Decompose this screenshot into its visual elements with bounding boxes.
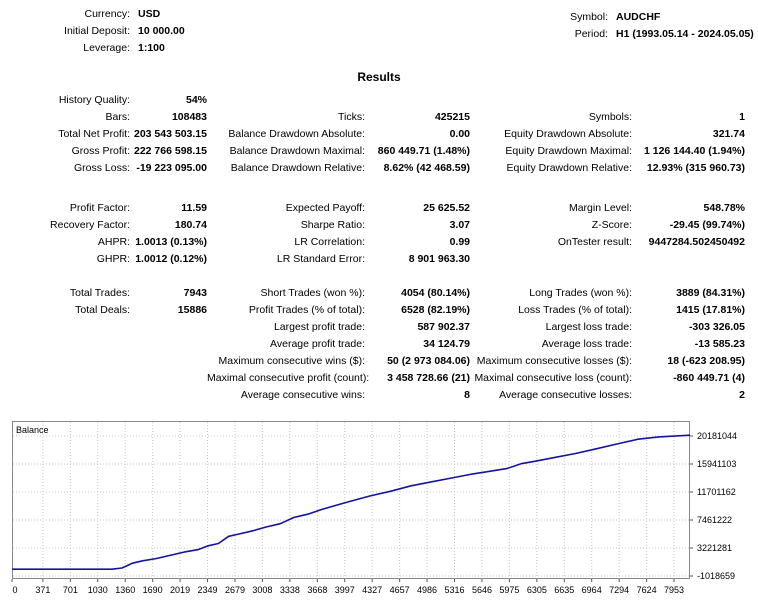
y-axis-label: 3221281 <box>697 543 733 554</box>
y-axis-label: 20181044 <box>697 430 738 441</box>
x-axis-label: 1690 <box>142 585 163 595</box>
stat-value: 4054 (80.14%) <box>401 287 470 299</box>
x-axis-label: 3338 <box>279 585 300 595</box>
balance-chart <box>12 421 758 597</box>
stat-value: 321.74 <box>712 128 745 140</box>
x-axis-label: 2019 <box>170 585 191 595</box>
x-axis-label: 4986 <box>417 585 438 595</box>
stat-value: 18 (-623 208.95) <box>667 355 745 367</box>
stat-value: 50 (2 973 084.06) <box>387 355 470 367</box>
stat-value: 12.93% (315 960.73) <box>646 162 745 174</box>
stat-label: Long Trades (won %): <box>529 287 632 299</box>
balance-chart-svg <box>12 421 758 597</box>
stat-value: 1 <box>739 111 745 123</box>
stat-label: LR Standard Error: <box>276 253 365 265</box>
stat-label: Average loss trade: <box>541 338 632 350</box>
x-axis-label: 4657 <box>389 585 410 595</box>
stat-value <box>365 92 470 109</box>
stat-value: 34 124.79 <box>423 338 470 350</box>
stat-value: 8 <box>464 389 470 401</box>
x-axis-label: 3997 <box>334 585 355 595</box>
stat-label: Maximal consecutive loss (count): <box>474 372 632 384</box>
x-axis-label: 4327 <box>362 585 383 595</box>
stat-label: Sharpe Ratio: <box>300 219 365 231</box>
stat-value: 1415 (17.81%) <box>676 304 745 316</box>
x-axis-label: 3008 <box>252 585 273 595</box>
stat-value: 9447284.502450492 <box>648 236 745 248</box>
stat-label: Z-Score: <box>591 219 632 231</box>
stats-spacer <box>0 177 745 200</box>
stat-value: 548.78% <box>703 202 745 214</box>
stat-label: Gross Loss: <box>73 162 130 174</box>
stat-value: 3889 (84.31%) <box>676 287 745 299</box>
stat-value: 25 625.52 <box>423 202 470 214</box>
x-axis-label: 5975 <box>499 585 520 595</box>
stat-label: Balance Drawdown Maximal: <box>229 145 365 157</box>
stat-value: -13 585.23 <box>694 338 745 350</box>
x-axis-label: 6635 <box>554 585 575 595</box>
stat-label <box>0 336 130 353</box>
stat-label: Equity Drawdown Maximal: <box>505 145 632 157</box>
stat-value: 11.59 <box>181 202 207 214</box>
x-axis-label: 5316 <box>444 585 465 595</box>
stat-label: Maximum consecutive wins ($): <box>218 355 365 367</box>
stat-label: Profit Factor: <box>69 202 130 214</box>
stat-label: Maximum consecutive losses ($): <box>476 355 632 367</box>
chart-plot-area <box>13 422 690 579</box>
stats-spacer <box>0 268 745 285</box>
chart-title: Balance <box>16 425 49 435</box>
stat-label: Balance Drawdown Relative: <box>230 162 365 174</box>
stat-value: 1 126 144.40 (1.94%) <box>644 145 745 157</box>
stat-value: 54% <box>185 94 207 106</box>
x-axis-label: 7294 <box>609 585 630 595</box>
x-axis-label: 2349 <box>197 585 218 595</box>
header-label: Initial Deposit: <box>64 25 130 37</box>
x-axis-label: 3668 <box>307 585 328 595</box>
stat-value: 860 449.71 (1.48%) <box>377 145 470 157</box>
stat-value <box>130 336 207 353</box>
stat-value: 15886 <box>177 304 207 316</box>
stat-label: Total Deals: <box>75 304 130 316</box>
stat-label: Largest profit trade: <box>273 321 365 333</box>
stat-label: Margin Level: <box>568 202 632 214</box>
report-header <box>0 0 758 66</box>
stat-label: Symbols: <box>588 111 632 123</box>
stat-value <box>130 353 207 370</box>
x-axis-label: 6964 <box>581 585 602 595</box>
stat-label: Equity Drawdown Relative: <box>506 162 632 174</box>
stat-value: -860 449.71 (4) <box>673 372 745 384</box>
x-axis-label: 701 <box>62 585 78 595</box>
x-axis-label: 0 <box>12 585 18 595</box>
header-row-right-1 <box>478 26 754 43</box>
stat-value: 108483 <box>171 111 207 123</box>
stat-label: History Quality: <box>58 94 130 106</box>
x-axis-label: 1360 <box>115 585 136 595</box>
stat-value: 8.62% (42 468.59) <box>383 162 470 174</box>
stat-label <box>470 92 632 109</box>
results-title: Results <box>357 70 401 84</box>
header-value: H1 (1993.05.14 - 2024.05.05) <box>616 28 754 40</box>
stat-value: 6528 (82.19%) <box>401 304 470 316</box>
stat-label: Average consecutive wins: <box>240 389 365 401</box>
stat-value: 180.74 <box>174 219 207 231</box>
header-label: Period: <box>574 28 608 40</box>
stat-label <box>0 370 130 387</box>
stat-value: 3.07 <box>449 219 470 231</box>
stat-label: Short Trades (won %): <box>260 287 365 299</box>
header-value: USD <box>138 8 161 20</box>
x-axis-label: 6305 <box>526 585 547 595</box>
stat-value <box>130 319 207 336</box>
stat-label: Profit Trades (% of total): <box>248 304 365 316</box>
stat-label: Ticks: <box>337 111 365 123</box>
x-axis-label: 371 <box>35 585 51 595</box>
header-label: Currency: <box>84 8 130 20</box>
x-axis-label: 1030 <box>87 585 108 595</box>
stat-label: GHPR: <box>96 253 130 265</box>
stat-value: 3 458 728.66 (21) <box>387 372 470 384</box>
stat-label: Gross Profit: <box>71 145 130 157</box>
stat-label <box>0 353 130 370</box>
header-value: 1:100 <box>138 42 165 54</box>
header-label: Symbol: <box>570 11 608 23</box>
stat-label: Balance Drawdown Absolute: <box>228 128 365 140</box>
x-axis-label: 2679 <box>224 585 246 595</box>
x-axis-label: 7953 <box>664 585 685 595</box>
stat-label: LR Correlation: <box>294 236 365 248</box>
y-axis-label: 7461222 <box>697 515 733 526</box>
x-axis-label: 7624 <box>636 585 657 595</box>
header-label: Leverage: <box>83 42 130 54</box>
stat-value: 2 <box>739 389 745 401</box>
stat-value: 0.00 <box>449 128 470 140</box>
header-right-block <box>478 9 754 43</box>
stat-value: 1.0013 (0.13%) <box>135 236 207 248</box>
stat-label <box>0 319 130 336</box>
stat-value: 1.0012 (0.12%) <box>135 253 207 265</box>
stat-label: Total Trades: <box>69 287 130 299</box>
stat-value <box>130 387 207 404</box>
stat-label: Maximal consecutive profit (count): <box>207 372 370 384</box>
stat-label: AHPR: <box>97 236 130 248</box>
stat-label: Expected Payoff: <box>285 202 365 214</box>
stat-value <box>130 370 207 387</box>
header-row-right-0 <box>478 9 754 26</box>
y-axis-label: -1018659 <box>697 571 736 582</box>
stat-label: Largest loss trade: <box>545 321 632 333</box>
x-axis-label: 5646 <box>471 585 492 595</box>
header-value: 10 000.00 <box>138 25 185 37</box>
stat-value: 587 902.37 <box>417 321 470 333</box>
stat-value: -303 326.05 <box>688 321 745 333</box>
stat-label: Equity Drawdown Absolute: <box>504 128 632 140</box>
stat-value: 8 901 963.30 <box>408 253 470 265</box>
stat-value: 222 766 598.15 <box>134 145 207 157</box>
stat-label: Bars: <box>105 111 130 123</box>
stat-value: 7943 <box>183 287 207 299</box>
stat-value: -29.45 (99.74%) <box>669 219 745 231</box>
stat-label: Loss Trades (% of total): <box>518 304 632 316</box>
stat-label: Average profit trade: <box>270 338 365 350</box>
statistics-grid <box>0 92 745 404</box>
y-axis-label: 11701162 <box>697 486 736 497</box>
stat-label: OnTester result: <box>557 236 632 248</box>
stat-value: 203 543 503.15 <box>134 128 207 140</box>
stat-label: Recovery Factor: <box>50 219 130 231</box>
stat-label <box>207 92 365 109</box>
stat-label: Average consecutive losses: <box>499 389 632 401</box>
stat-value: -19 223 095.00 <box>136 162 207 174</box>
stat-label <box>0 387 130 404</box>
header-value: AUDCHF <box>616 11 661 23</box>
stat-label <box>470 251 632 268</box>
stat-label: Total Net Profit: <box>58 128 130 140</box>
stat-value: 425215 <box>434 111 470 123</box>
y-axis-label: 15941103 <box>697 458 737 469</box>
stat-value: 0.99 <box>449 236 470 248</box>
stat-value <box>632 92 745 109</box>
stat-value <box>632 251 745 268</box>
